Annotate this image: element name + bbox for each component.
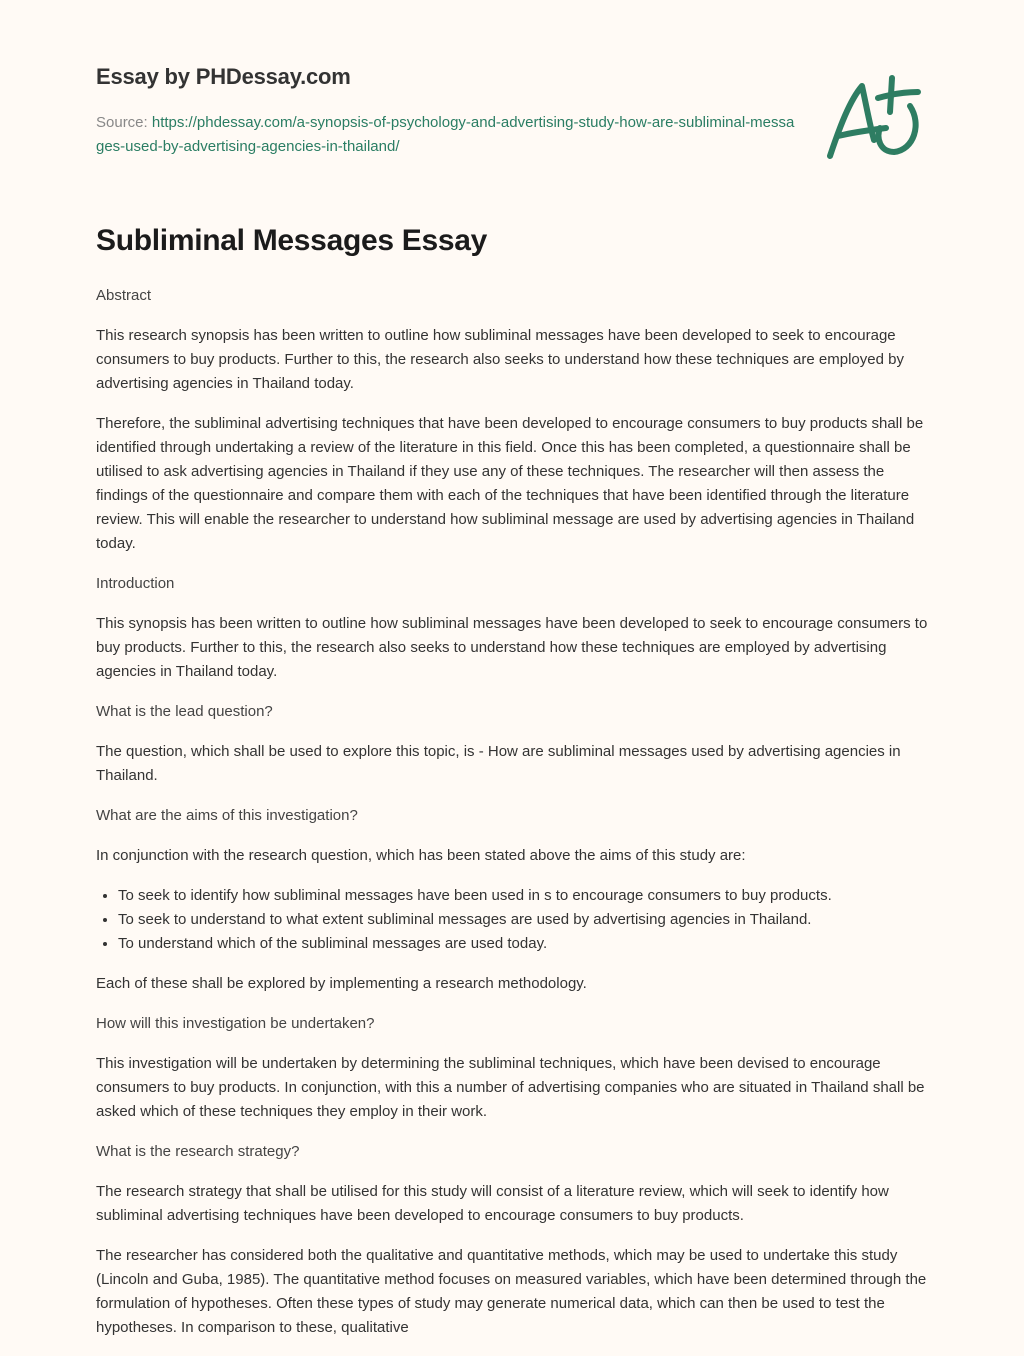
site-title: Essay by PHDessay.com [96, 64, 351, 89]
paragraph: This synopsis has been written to outline how subliminal messages have been developed to seek to encourage consumers to buy products. Further to this, the research also seeks to understand how these techniques are employed by advertising agencies in Thailand today. [96, 615, 928, 680]
section-heading-lead-question: What is the lead question? [96, 703, 273, 720]
paragraph: In conjunction with the research question, which has been stated above the aims of this study are: [96, 847, 746, 864]
source-label: Source: [96, 114, 152, 131]
aims-list [96, 884, 932, 956]
paragraph: The researcher has considered both the qualitative and quantitative methods, which may be used to undertake this study (Lincoln and Guba, 1985). The quantitative method focuses on measured variables, which have been determined through the formulation of hypotheses. Often these types of study may generate numerical data, which can then be used to test the hypotheses. In comparison to these, qualitative [96, 1247, 927, 1336]
paragraph: This investigation will be undertaken by determining the subliminal techniques, which have been devised to encourage consumers to buy products. In conjunction, with this a number of advertising companies who are situated in Thailand shall be asked which of these techniques they employ in their work. [96, 1055, 925, 1120]
list-item: • To understand which of the subliminal messages are used today. [118, 932, 932, 956]
source-link[interactable]: https://phdessay.com/a-synopsis-of-psychology-and-advertising-study-how-are-subliminal-messages-used-by-advertising-agencies-in-thailand/ [96, 114, 795, 155]
section-heading-investigation: How will this investigation be undertaken? [96, 1015, 375, 1032]
section-heading-introduction: Introduction [96, 575, 175, 592]
a-plus-grade-icon [818, 64, 938, 174]
document-body [96, 284, 932, 1356]
paragraph: The research strategy that shall be utilised for this study will consist of a literature review, which will seek to identify how subliminal advertising techniques have been developed to encourage consumers to buy products. [96, 1183, 889, 1224]
paragraph: The question, which shall be used to explore this topic, is - How are subliminal messages used by advertising agencies in Thailand. [96, 743, 901, 784]
paragraph: This research synopsis has been written to outline how subliminal messages have been developed to seek to encourage consumers to buy products. Further to this, the research also seeks to understand how these techniques are employed by advertising agencies in Thailand today. [96, 327, 904, 392]
section-heading-abstract: Abstract [96, 287, 152, 304]
source-line [96, 111, 796, 159]
section-heading-aims: What are the aims of this investigation? [96, 807, 358, 824]
paragraph: Therefore, the subliminal advertising techniques that have been developed to encourage consumers to buy products shall be identified through undertaking a review of the literature in this field. Once this has been completed, a questionnaire shall be utilised to ask advertising agencies in Thailand if they use any of these techniques. The researcher will then assess the findings of the questionnaire and compare them with each of the techniques that have been identified through the literature review. This will enable the researcher to understand how subliminal message are used by advertising agencies in Thailand today. [96, 415, 924, 552]
section-heading-research-strategy: What is the research strategy? [96, 1143, 300, 1160]
paragraph: Each of these shall be explored by implementing a research methodology. [96, 975, 587, 992]
document-title: Subliminal Messages Essay [96, 224, 488, 257]
list-item: • To seek to identify how subliminal messages have been used in s to encourage consumers to buy products. [118, 884, 932, 908]
list-item: • To seek to understand to what extent subliminal messages are used by advertising agencies in Thailand. [118, 908, 932, 932]
